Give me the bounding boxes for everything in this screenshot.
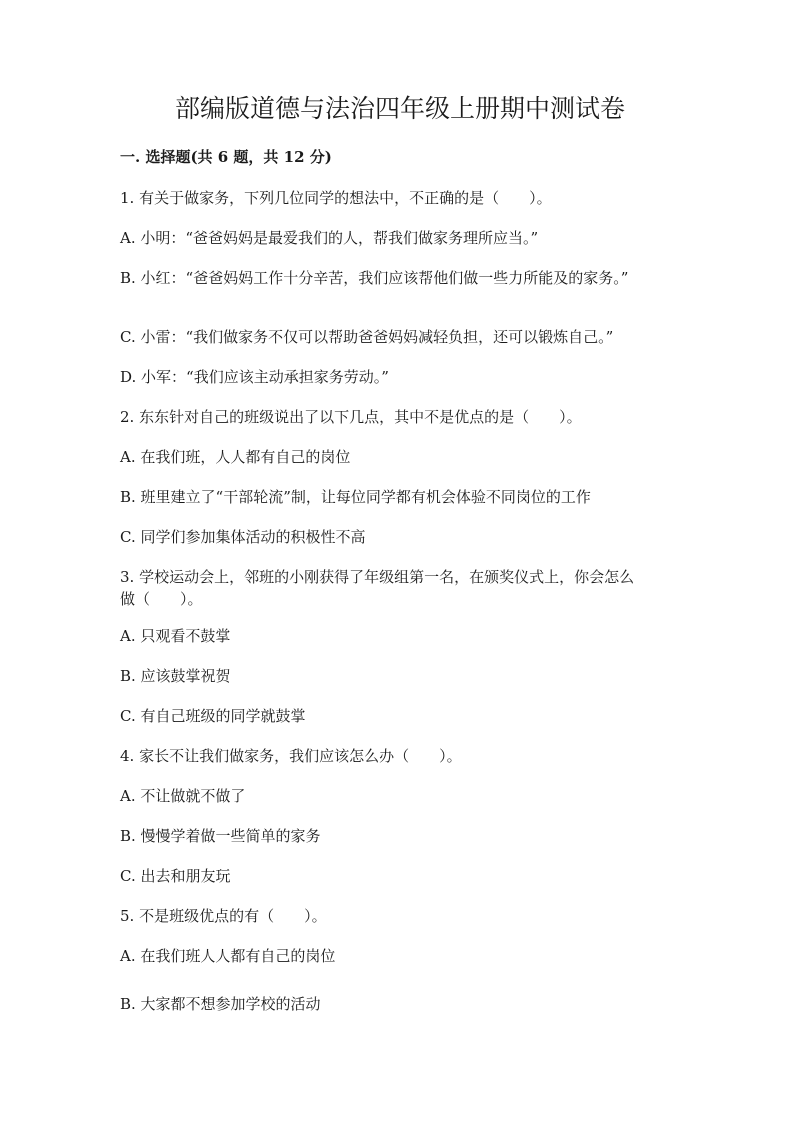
question-1-stem: 1. 有关于做家务，下列几位同学的想法中，不正确的是（ ）。 <box>120 189 552 207</box>
question-4-option-b: B. 慢慢学着做一些简单的家务 <box>120 827 321 845</box>
question-3-option-a: A. 只观看不鼓掌 <box>120 627 231 645</box>
question-4-stem: 4. 家长不让我们做家务，我们应该怎么办（ ）。 <box>120 747 462 765</box>
question-4-option-c: C. 出去和朋友玩 <box>120 867 231 885</box>
question-2-stem: 2. 东东针对自己的班级说出了以下几点，其中不是优点的是（ ）。 <box>120 408 582 426</box>
question-1-option-b: B. 小红：“爸爸妈妈工作十分辛苦，我们应该帮他们做一些力所能及的家务。” <box>120 269 629 287</box>
question-2-option-a: A. 在我们班，人人都有自己的岗位 <box>120 448 351 466</box>
question-1-option-c: C. 小雷：“我们做家务不仅可以帮助爸爸妈妈减轻负担，还可以锻炼自己。” <box>120 328 614 346</box>
question-2-option-b: B. 班里建立了“干部轮流”制，让每位同学都有机会体验不同岗位的工作 <box>120 488 591 506</box>
question-1-option-a: A. 小明：“爸爸妈妈是最爱我们的人，帮我们做家务理所应当。” <box>120 229 539 247</box>
question-3-stem: 3. 学校运动会上，邻班的小刚获得了年级组第一名，在颁奖仪式上，你会怎么做（ ）。 <box>120 568 635 608</box>
question-5-option-b: B. 大家都不想参加学校的活动 <box>120 995 321 1013</box>
question-2-option-c: C. 同学们参加集体活动的积极性不高 <box>120 528 366 546</box>
question-3-option-b: B. 应该鼓掌祝贺 <box>120 667 231 685</box>
page-title: 部编版道德与法治四年级上册期中测试卷 <box>174 94 625 123</box>
question-3-option-c: C. 有自己班级的同学就鼓掌 <box>120 707 306 725</box>
section-heading: 一. 选择题(共 6 题，共 12 分) <box>120 148 332 166</box>
question-5-option-a: A. 在我们班人人都有自己的岗位 <box>120 947 336 965</box>
question-1-option-d: D. 小军：“我们应该主动承担家务劳动。” <box>120 368 389 386</box>
question-5-stem: 5. 不是班级优点的有（ ）。 <box>120 907 327 925</box>
question-4-option-a: A. 不让做就不做了 <box>120 787 246 805</box>
